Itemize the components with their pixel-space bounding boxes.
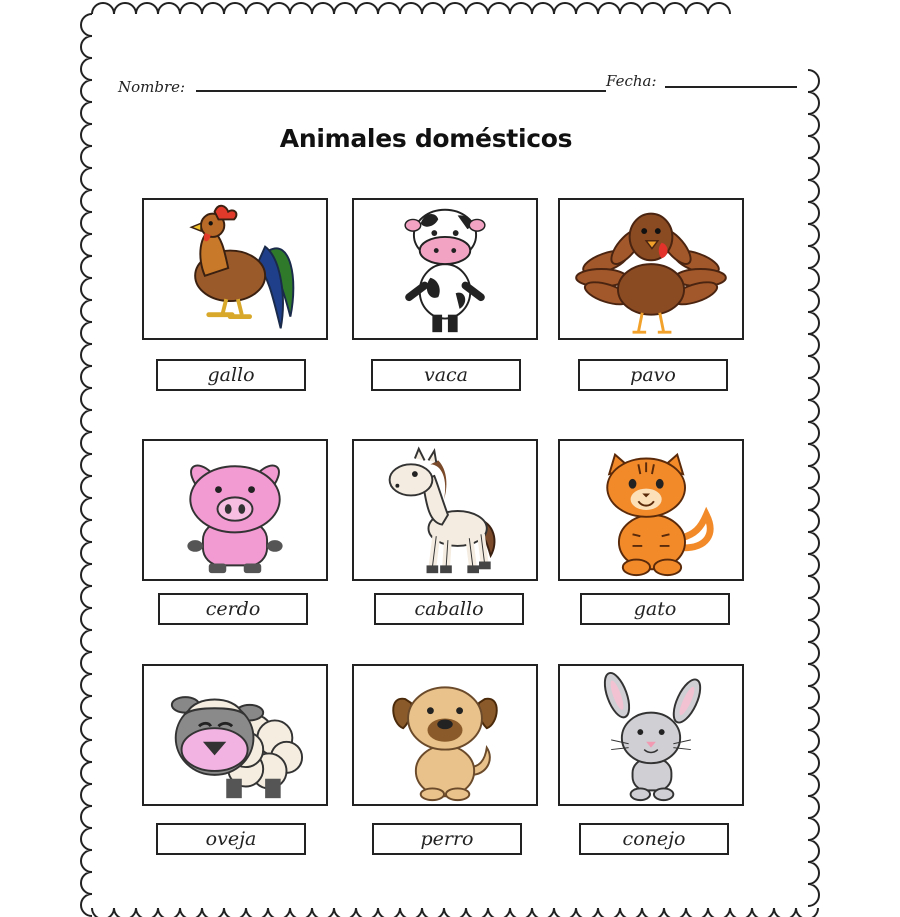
animal-card-dog bbox=[352, 664, 538, 806]
turkey-icon bbox=[560, 200, 742, 338]
animal-label-pavo: pavo bbox=[578, 359, 728, 391]
animal-card-rooster bbox=[142, 198, 328, 340]
animal-label-vaca: vaca bbox=[371, 359, 521, 391]
page-title: Animales domésticos bbox=[279, 124, 573, 153]
sheep-icon bbox=[144, 666, 326, 804]
animal-label-oveja: oveja bbox=[156, 823, 306, 855]
animal-label-caballo: caballo bbox=[374, 593, 524, 625]
animal-card-horse bbox=[352, 439, 538, 581]
dog-icon bbox=[354, 666, 536, 804]
animal-label-perro: perro bbox=[372, 823, 522, 855]
animal-label-cerdo: cerdo bbox=[158, 593, 308, 625]
animal-card-pig bbox=[142, 439, 328, 581]
horse-icon bbox=[354, 441, 536, 579]
date-field-line[interactable] bbox=[665, 86, 797, 88]
rooster-icon bbox=[144, 200, 326, 338]
name-label: Nombre: bbox=[118, 78, 186, 96]
animal-card-cat bbox=[558, 439, 744, 581]
name-field-line[interactable] bbox=[196, 90, 606, 92]
animal-label-gato: gato bbox=[580, 593, 730, 625]
animal-label-conejo: conejo bbox=[579, 823, 729, 855]
animal-card-cow bbox=[352, 198, 538, 340]
animal-label-gallo: gallo bbox=[156, 359, 306, 391]
animal-card-turkey bbox=[558, 198, 744, 340]
animal-card-sheep bbox=[142, 664, 328, 806]
date-label: Fecha: bbox=[606, 72, 657, 90]
pig-icon bbox=[144, 441, 326, 579]
cow-icon bbox=[354, 200, 536, 338]
animal-card-rabbit bbox=[558, 664, 744, 806]
cat-icon bbox=[560, 441, 742, 579]
rabbit-icon bbox=[560, 666, 742, 804]
